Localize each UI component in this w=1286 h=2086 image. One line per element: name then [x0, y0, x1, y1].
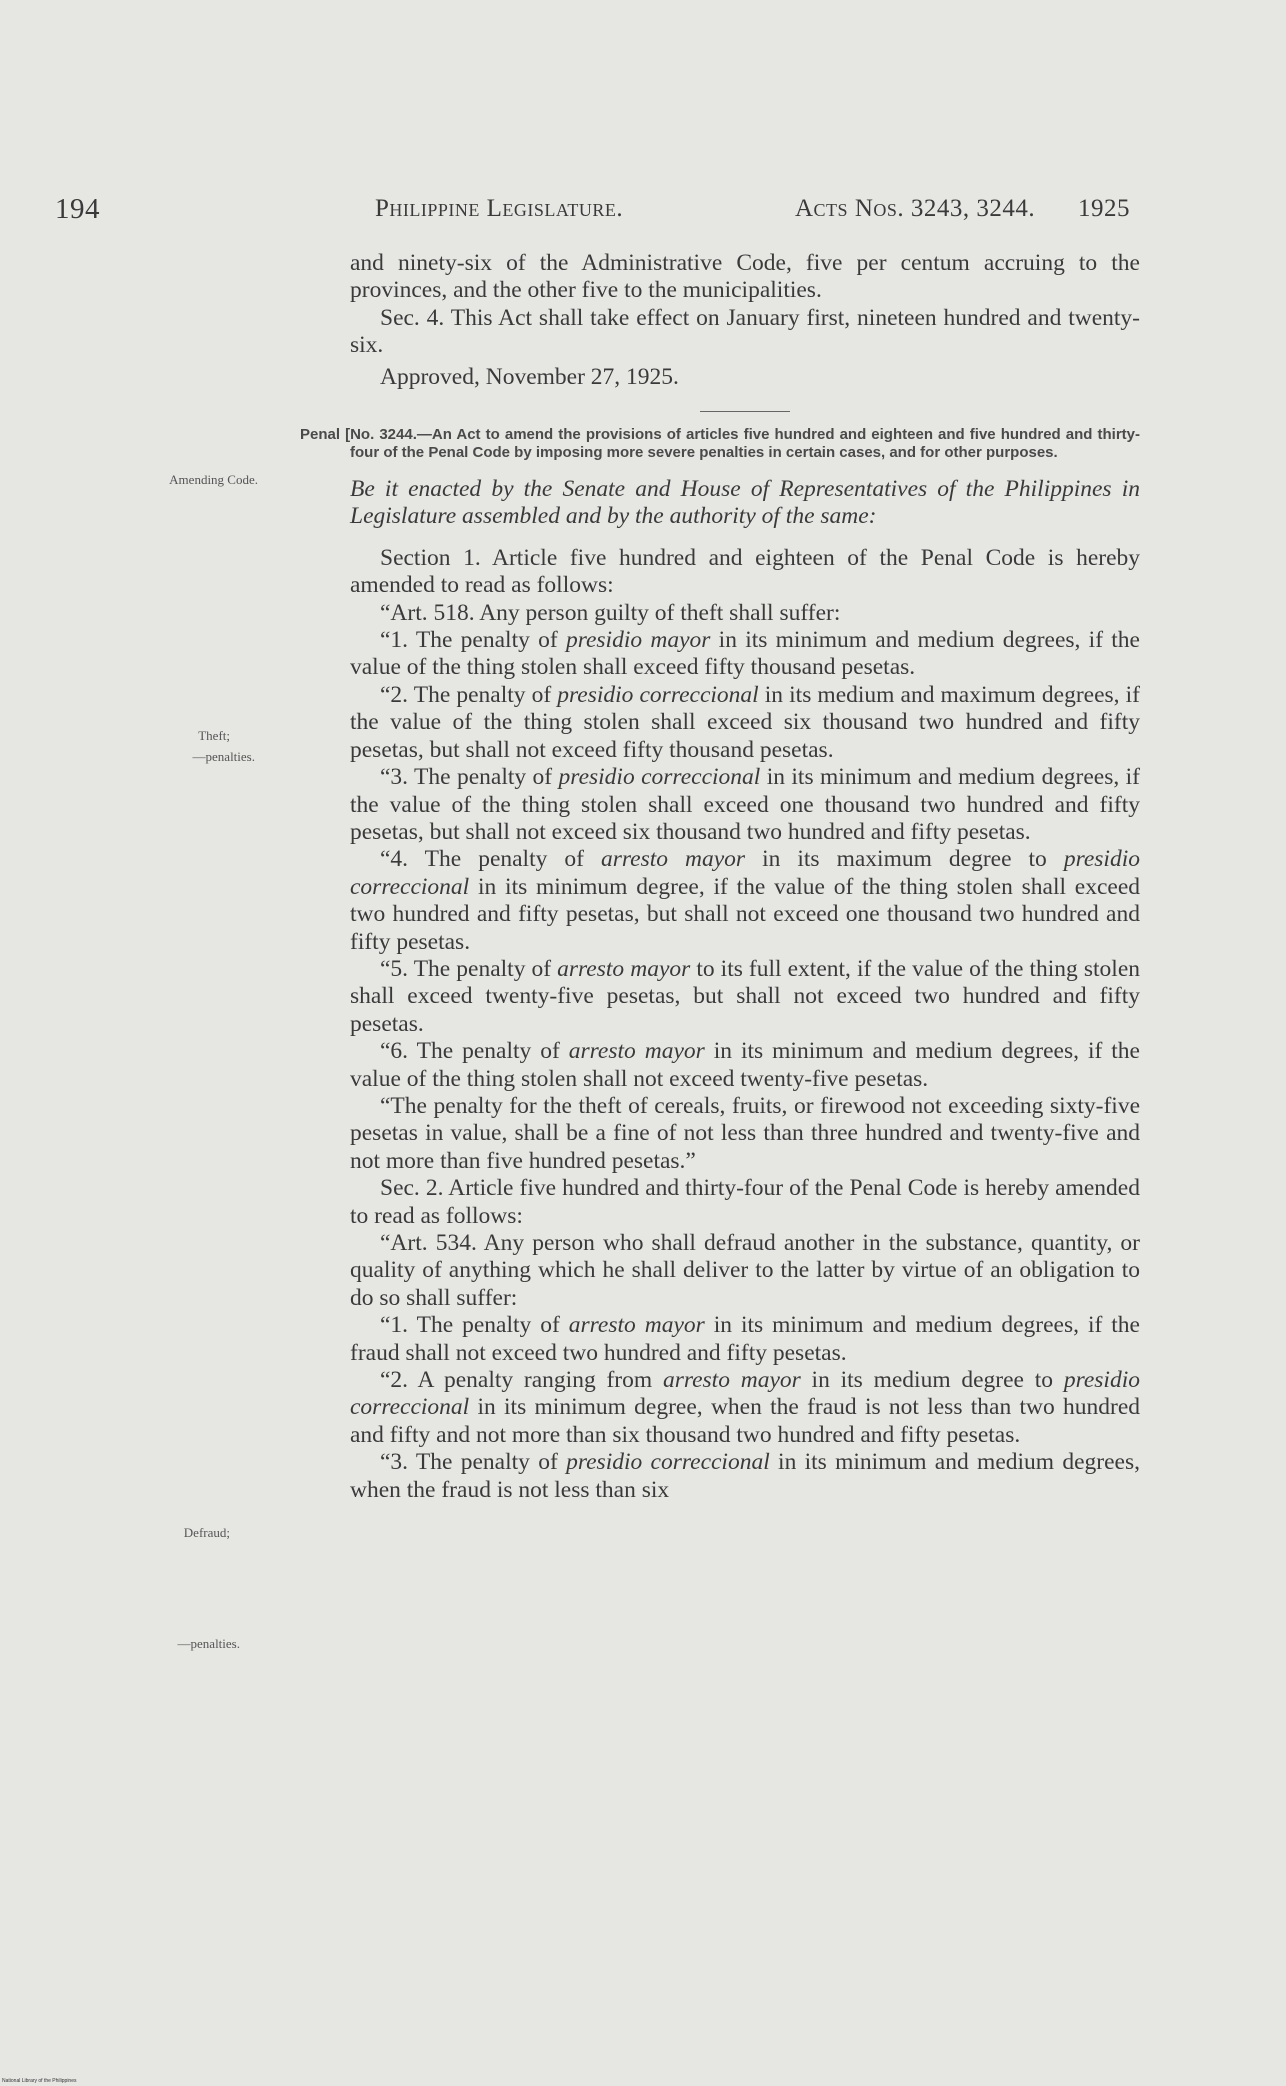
margin-note-amending: Amending Code.: [169, 472, 258, 487]
clause-518-3: “3. The penalty of presidio correccional in its minimum and medium degrees, if the value of the thing stolen shall exceed one thousand two hundred and fifty pesetas, but shall not exceed six thousand two hundred and fifty pesetas.: [350, 764, 1140, 845]
header-acts: Acts Nos. 3243, 3244.: [795, 195, 1036, 222]
margin-note-theft-penalties: —penalties.: [192, 749, 255, 764]
paragraph: and ninety-six of the Administrative Code, five per centum accruing to the provinces, and the other five to the municipalities.: [350, 250, 1140, 304]
section-1: Section 1. Article five hundred and eighteen of the Penal Code is hereby amended to read as follows:: [350, 544, 1140, 599]
clause-534-3: “3. The penalty of presidio correccional in its minimum and medium degrees, when the fraud is not less than six: [350, 1449, 1140, 1503]
header-year: 1925: [1078, 195, 1130, 222]
article-518: “Art. 518. Any person guilty of theft shall suffer:: [380, 599, 841, 626]
document-body: [300, 250, 1140, 1504]
clause-518-4: “4. The penalty of arresto mayor in its maximum degree to presidio correccional in its minimum degree, if the value of the thing stolen shall exceed two hundred and fifty pesetas, but shall not exceed one thousand two hundred and fifty pesetas.: [350, 846, 1140, 955]
clause-518-2: “2. The penalty of presidio correccional in its medium and maximum degrees, if the value of the thing stolen shall exceed six thousand two hundred and fifty pesetas, but shall not exceed fifty thousand pesetas.: [350, 681, 1140, 763]
act-title-text: [No. 3244.—An Act to amend the provisions of articles five hundred and eighteen and five hundred and thirty-four of the Penal Code by imposing more severe penalties in certain cases, and for other purposes.: [345, 426, 1140, 462]
act-label: Penal: [300, 426, 341, 444]
enacting-clause: Be it enacted by the Senate and House of Representatives of the Philippines in Legislature assembled and by the authority of the same:: [350, 476, 1140, 530]
margin-note-defraud-penalties: —penalties.: [177, 1636, 240, 1651]
clause-534-2: “2. A penalty ranging from arresto mayor in its medium degree to presidio correccional in its minimum degree, when the fraud is not less than two hundred and fifty and not more than six thousand two hundred and fifty pesetas.: [350, 1367, 1140, 1448]
clause-518-5: “5. The penalty of arresto mayor to its full extent, if the value of the thing stolen shall exceed twenty-five pesetas, but shall not exceed two hundred and fifty pesetas.: [350, 955, 1140, 1037]
approved-date: Approved, November 27, 1925.: [380, 363, 679, 390]
page-number: 194: [55, 193, 100, 225]
section-4: Sec. 4. This Act shall take effect on January first, nineteen hundred and twenty-six.: [350, 304, 1140, 359]
act-title: [300, 426, 1140, 462]
section-2: Sec. 2. Article five hundred and thirty-four of the Penal Code is hereby amended to read as follows:: [350, 1175, 1140, 1229]
clause-534-1: “1. The penalty of arresto mayor in its minimum and medium degrees, if the fraud shall not exceed two hundred and fifty pesetas.: [350, 1312, 1140, 1366]
clause-518-1: “1. The penalty of presidio mayor in its minimum and medium degrees, if the value of the thing stolen shall exceed fifty thousand pesetas.: [350, 627, 1140, 681]
separator-rule: [700, 411, 790, 412]
footer-credit: National Library of the Philippines: [2, 2078, 77, 2084]
margin-note-theft: Theft;: [198, 728, 230, 743]
header-legislature: Philippine Legislature.: [375, 195, 624, 222]
clause-518-cereals: “The penalty for the theft of cereals, fruits, or firewood not exceeding sixty-five pesetas in value, shall be a fine of not less than three hundred and twenty-five and not more than five hundred pesetas.”: [350, 1092, 1140, 1174]
clause-518-6: “6. The penalty of arresto mayor in its minimum and medium degrees, if the value of the thing stolen shall not exceed twenty-five pesetas.: [350, 1038, 1140, 1092]
article-534: “Art. 534. Any person who shall defraud another in the substance, quantity, or quality of anything which he shall deliver to the latter by virtue of an obligation to do so shall suffer:: [350, 1230, 1140, 1311]
margin-note-defraud: Defraud;: [183, 1525, 230, 1540]
